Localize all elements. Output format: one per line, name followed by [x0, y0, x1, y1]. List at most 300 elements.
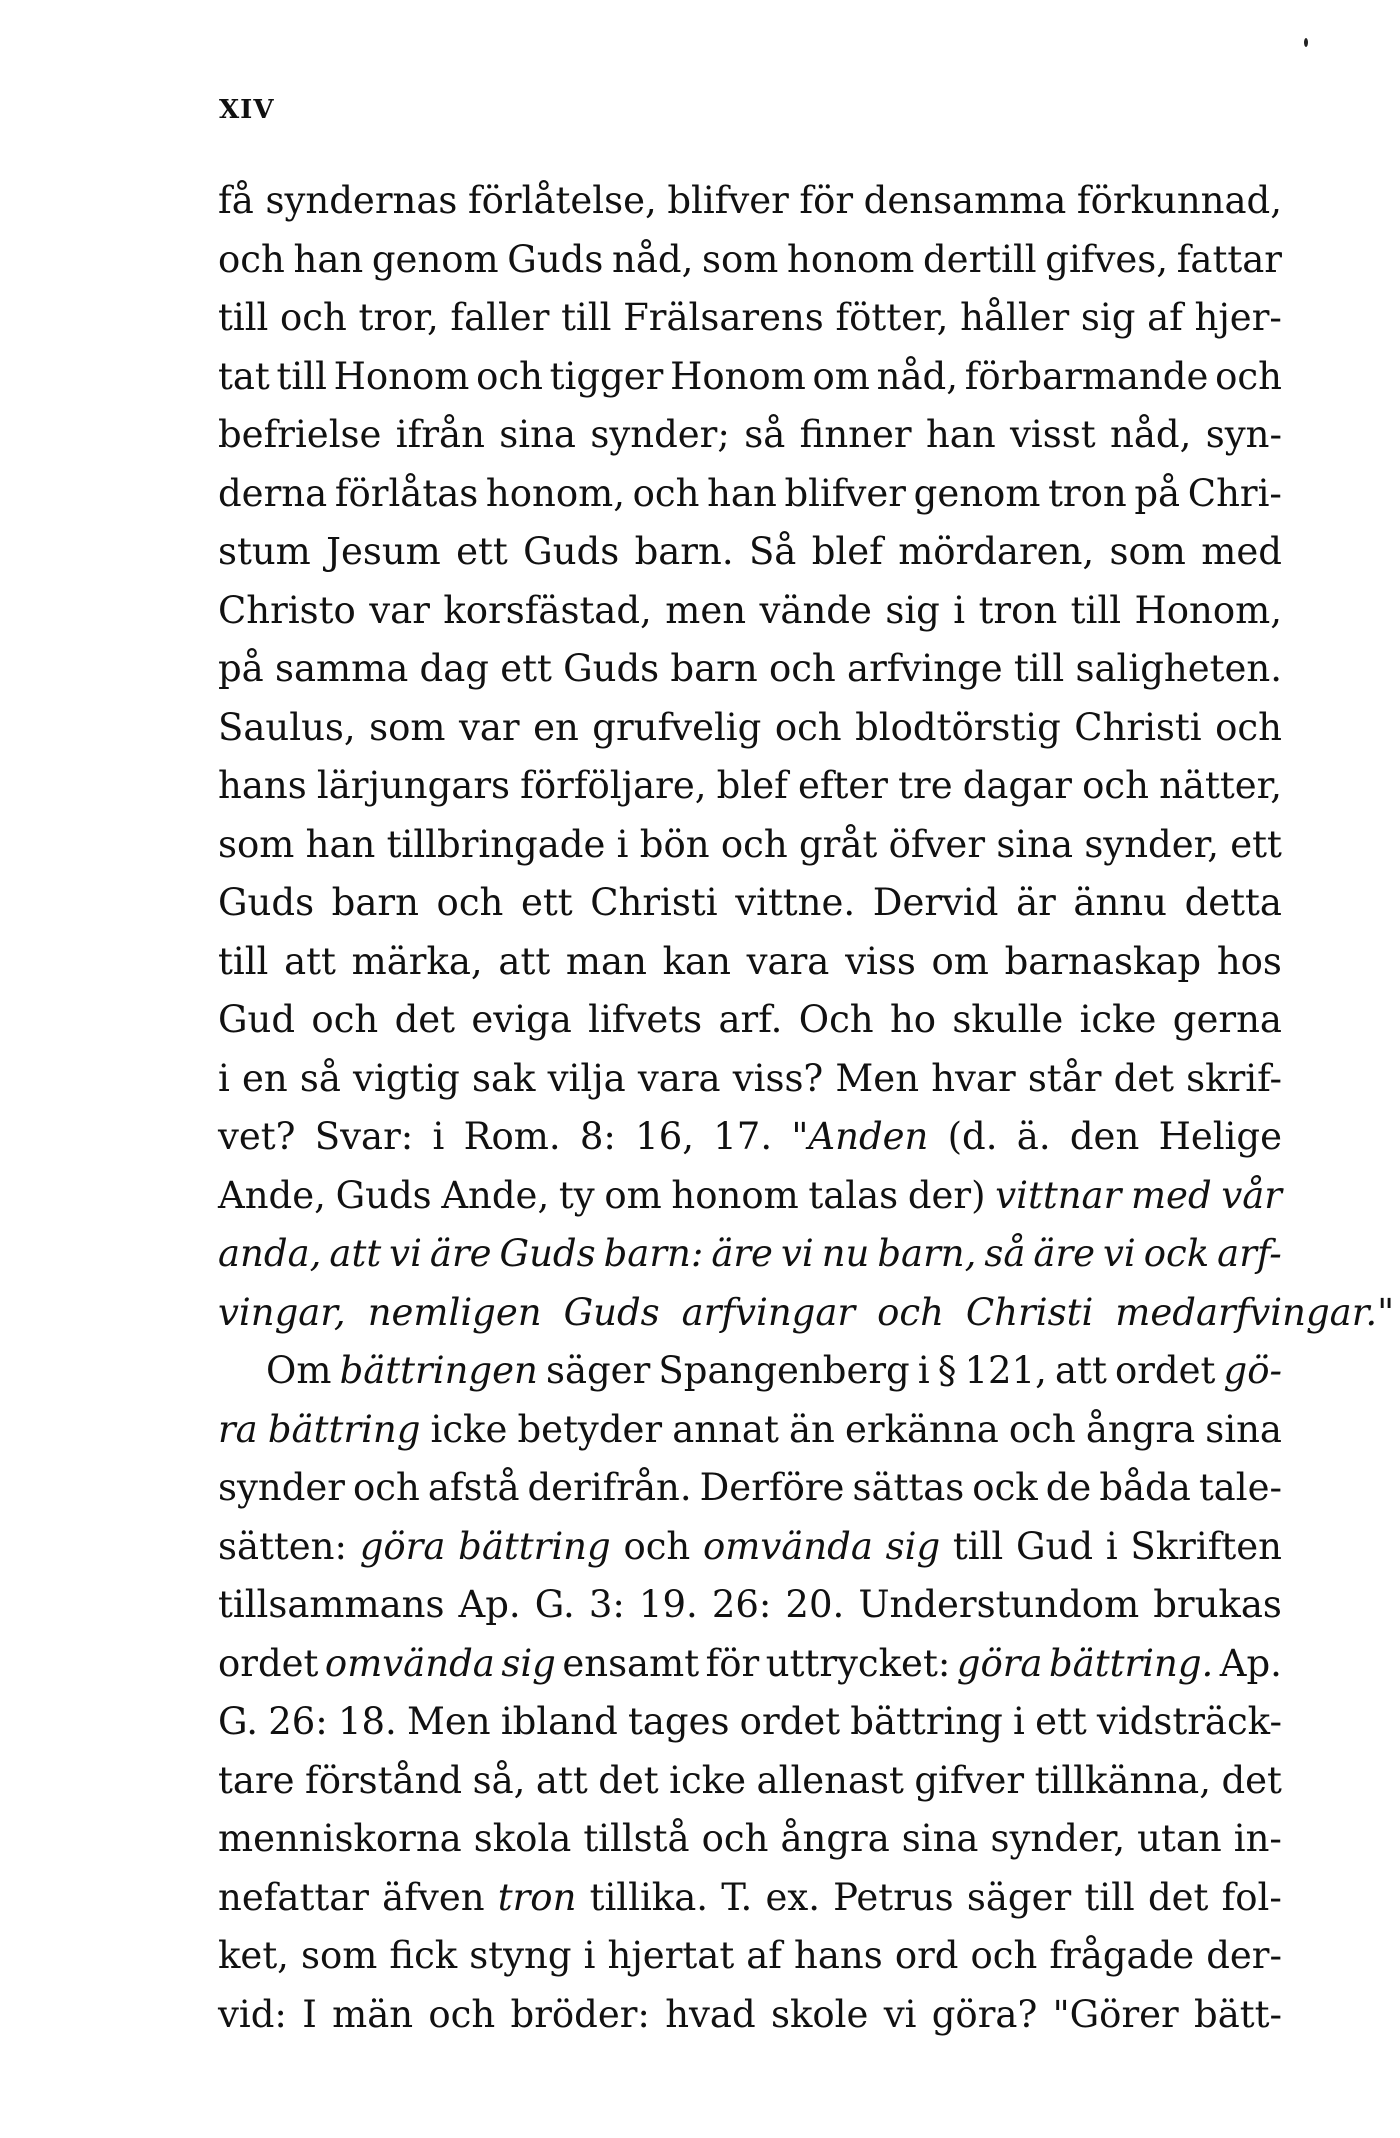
word: som: [218, 822, 295, 866]
word: der-: [1206, 1934, 1282, 1977]
word: märka,: [351, 939, 483, 983]
word: efter: [797, 764, 888, 807]
word: håller: [960, 296, 1070, 339]
word: på: [218, 647, 264, 690]
word: dag: [419, 647, 489, 690]
word: var: [458, 705, 520, 749]
word: Men: [835, 1056, 920, 1100]
word: Understundom: [858, 1583, 1140, 1626]
text-line: [218, 289, 1282, 348]
word: ännu: [1073, 881, 1167, 924]
word: 17.: [713, 1115, 773, 1158]
word: lifvets: [588, 998, 703, 1041]
word: gifves,: [1045, 237, 1169, 281]
word: tre: [898, 764, 953, 807]
word: eviga: [471, 998, 572, 1041]
word: till: [561, 296, 612, 339]
word: tror,: [358, 296, 439, 339]
word: 121,: [964, 1349, 1047, 1392]
text-line: [218, 231, 1282, 290]
word: Guds: [523, 530, 620, 573]
word: öfver: [888, 822, 986, 866]
word: arf-: [1217, 1232, 1282, 1275]
word: som: [369, 705, 446, 749]
word: visst: [1010, 413, 1096, 456]
text-line: [218, 640, 1282, 699]
text-line: [218, 1635, 1282, 1694]
word: i: [953, 588, 966, 632]
word: och: [280, 296, 347, 339]
word: medarfvingar.": [1115, 1290, 1395, 1334]
word: gerna: [1172, 998, 1282, 1041]
word: Ap.: [1219, 1641, 1282, 1685]
word: för: [705, 1641, 760, 1685]
word: honom: [671, 1173, 799, 1217]
word: så: [984, 1232, 1026, 1275]
word: för: [799, 179, 854, 222]
word: var: [369, 588, 430, 632]
word: Christi: [965, 1290, 1094, 1334]
word: uttrycket:: [765, 1641, 951, 1685]
word: i: [616, 822, 629, 866]
word: fötter,: [835, 296, 949, 339]
word: ex.: [765, 1875, 820, 1919]
text-line: [218, 465, 1282, 524]
word: tillika.: [589, 1875, 709, 1919]
word: brukas: [1153, 1583, 1282, 1626]
word: afstå: [427, 1466, 520, 1509]
word: det: [1147, 1875, 1209, 1919]
text-line: [218, 1225, 1282, 1284]
word: bättring: [850, 1700, 1003, 1743]
word: bön: [639, 822, 710, 866]
text-line: [218, 933, 1282, 992]
word: Guds: [499, 1232, 596, 1275]
word: derna: [218, 471, 328, 515]
word: tages: [627, 1700, 730, 1743]
word: sina: [996, 822, 1074, 866]
word: och: [768, 647, 836, 690]
word: tare: [218, 1758, 295, 1802]
word: i: [583, 1934, 596, 1977]
word: förbarmande: [964, 354, 1209, 398]
word: T.: [721, 1875, 753, 1919]
word: Chri-: [1187, 471, 1282, 515]
word: och: [701, 1817, 769, 1860]
word: stum: [218, 530, 311, 573]
word: tron: [978, 588, 1058, 632]
text-line: [218, 816, 1282, 875]
word: är: [1016, 881, 1056, 924]
word: vara: [637, 1056, 721, 1100]
word: sig: [885, 588, 940, 632]
word: vi: [1103, 1232, 1136, 1275]
word: bättring.: [1049, 1641, 1214, 1685]
word: barn: [331, 881, 419, 924]
word: viss?: [732, 1056, 824, 1100]
word: så: [744, 413, 786, 456]
word: att: [1055, 1349, 1107, 1392]
word: Dervid: [872, 881, 999, 924]
word: Gud: [218, 998, 296, 1041]
word: af: [746, 1934, 782, 1977]
word: i: [1013, 1700, 1025, 1743]
word: vittnar: [995, 1173, 1122, 1217]
word: nåd,: [1110, 413, 1192, 456]
word: honom,: [485, 471, 625, 515]
word: arf.: [718, 998, 783, 1041]
word: blifver: [784, 471, 906, 515]
word: ordet: [1114, 1349, 1216, 1392]
word: tron: [1048, 471, 1127, 515]
word: Skriften: [1130, 1524, 1282, 1568]
word: i: [432, 1115, 445, 1158]
text-line: [218, 1927, 1282, 1986]
word: Frälsarens: [623, 296, 824, 339]
word: skole: [770, 1992, 869, 2036]
word: Christo: [218, 588, 356, 632]
word: hjer-: [1194, 296, 1282, 339]
word: lärjungars: [316, 764, 511, 807]
word: äre: [429, 1232, 492, 1275]
word: Helige: [1158, 1115, 1282, 1158]
word: blef: [811, 530, 883, 573]
word: förföljare,: [520, 764, 707, 807]
word: arfvinge: [847, 647, 1003, 690]
word: barn:: [603, 1232, 704, 1275]
word: ty: [558, 1173, 595, 1217]
text-line: [218, 1459, 1282, 1518]
text-line: [218, 1576, 1282, 1635]
word: göra: [359, 1524, 446, 1568]
word: utan: [1137, 1817, 1222, 1860]
word: sak: [472, 1056, 536, 1100]
word: men: [665, 588, 747, 632]
word: och: [623, 1524, 691, 1568]
word: sig: [1080, 296, 1136, 339]
word: synder;: [590, 413, 730, 456]
word: vi: [780, 1232, 814, 1275]
word: betyder: [517, 1407, 663, 1451]
text-line: [218, 1108, 1282, 1167]
word: förkunnad,: [1076, 179, 1282, 222]
word: blodtörstig: [855, 705, 1061, 749]
word: i: [1105, 1524, 1118, 1568]
word: sättas: [852, 1466, 965, 1509]
word: tigger: [549, 354, 664, 398]
word: finner: [799, 413, 912, 456]
word: vi: [389, 1232, 422, 1275]
word: Derföre: [699, 1466, 845, 1509]
word: vilja: [547, 1056, 626, 1100]
word: till: [1013, 647, 1065, 690]
word: 26:: [711, 1583, 772, 1626]
word: Gud: [1016, 1524, 1094, 1568]
text-line: [218, 699, 1282, 758]
word: Svar:: [314, 1115, 414, 1158]
text-line: [218, 1167, 1282, 1226]
word: ensamt: [562, 1641, 700, 1685]
word: vår: [1221, 1173, 1282, 1217]
word: det: [1221, 1758, 1282, 1802]
word: nu: [821, 1232, 870, 1275]
word: det: [598, 1758, 659, 1802]
word: viss: [845, 939, 916, 983]
word: en: [241, 1056, 288, 1100]
word: ett: [500, 647, 552, 690]
word: skulle: [952, 998, 1064, 1041]
word: att: [535, 1758, 588, 1802]
word: Guds: [563, 1290, 660, 1334]
word: honom: [787, 237, 915, 281]
word: ä.: [1016, 1115, 1051, 1158]
word: blifver: [667, 179, 789, 222]
word: till: [218, 939, 269, 983]
word: säger: [545, 1349, 651, 1392]
word: synder,: [1084, 822, 1219, 866]
word: de: [1045, 1466, 1092, 1509]
word: ho: [889, 998, 937, 1041]
word: vittne.: [735, 881, 856, 924]
text-line: [218, 348, 1282, 407]
word: barnaskap: [1004, 939, 1202, 983]
word: hans: [218, 764, 307, 807]
word: ett: [1230, 822, 1282, 866]
word: tillstå: [583, 1817, 690, 1860]
word: bättring: [267, 1407, 421, 1451]
word: nåd,: [612, 237, 694, 281]
word: befrielse: [218, 413, 382, 456]
word: faller: [450, 296, 550, 339]
word: syn-: [1205, 413, 1282, 456]
word: och: [311, 998, 379, 1041]
word: tron: [497, 1875, 577, 1919]
word: tillsammans: [218, 1583, 445, 1626]
word: han: [305, 822, 376, 866]
word: och: [1215, 705, 1282, 749]
word: (d.: [947, 1115, 998, 1158]
word: och: [218, 237, 285, 281]
word: dertill: [922, 237, 1037, 281]
word: omvända: [324, 1641, 495, 1685]
word: och: [428, 1992, 496, 2036]
word: genom: [913, 471, 1041, 515]
text-line: [218, 582, 1282, 641]
text-line: [218, 1986, 1282, 2045]
word: ra: [218, 1407, 258, 1451]
word: ibland: [500, 1700, 618, 1743]
word: båda: [1099, 1466, 1191, 1509]
word: 26:: [268, 1700, 328, 1743]
page-number: XIV: [219, 95, 275, 125]
word: att: [329, 1232, 382, 1275]
word: af: [1147, 296, 1183, 339]
word: om: [812, 354, 870, 398]
word: talas: [808, 1173, 899, 1217]
word: göra: [956, 1641, 1043, 1685]
word: det: [394, 998, 456, 1041]
text-line: [218, 172, 1282, 231]
word: äre: [711, 1232, 773, 1275]
word: sina: [1205, 1407, 1282, 1451]
word: Spangenberg: [658, 1349, 910, 1392]
word: till: [1084, 1875, 1135, 1919]
word: Ande,: [441, 1173, 550, 1217]
word: icke: [430, 1407, 508, 1451]
word: ordet: [739, 1700, 841, 1743]
word: sig: [501, 1641, 556, 1685]
word: Christi: [590, 881, 718, 924]
word: icke: [1079, 998, 1157, 1041]
word: få syndernas: [218, 179, 458, 222]
word: nåd,: [876, 354, 958, 398]
word: så,: [472, 1758, 526, 1802]
word: bättringen: [339, 1349, 538, 1392]
word: Christi: [1074, 705, 1202, 749]
word: barn,: [877, 1232, 977, 1275]
word: detta: [1184, 881, 1282, 924]
word: ock: [1143, 1232, 1210, 1275]
word: Guds: [507, 237, 604, 281]
word: G.: [534, 1583, 575, 1626]
text-line: [218, 1518, 1282, 1577]
word: tat: [218, 354, 270, 398]
word: 16,: [635, 1115, 694, 1158]
word: och: [970, 1934, 1038, 1977]
word: göra?: [931, 1992, 1038, 2036]
word: och: [1215, 354, 1282, 398]
word: och: [877, 1290, 944, 1334]
word: omvända: [703, 1524, 873, 1568]
body-text: [218, 172, 1395, 2044]
word: fattar: [1176, 237, 1282, 281]
word: sina: [499, 413, 576, 456]
word: "Anden: [791, 1115, 929, 1158]
word: Men: [407, 1700, 491, 1743]
word: en: [533, 705, 579, 749]
word: ket,: [218, 1934, 289, 1977]
word: nätter,: [1159, 764, 1282, 807]
word: Guds: [335, 1173, 432, 1217]
word: derifrån.: [527, 1466, 692, 1509]
word: densamma: [863, 179, 1067, 222]
word: saligheten.: [1075, 647, 1282, 690]
word: ångra: [780, 1817, 890, 1860]
word: Ande,: [218, 1173, 326, 1217]
word: tillbringade: [386, 822, 606, 866]
word: Petrus: [833, 1875, 954, 1919]
word: och: [632, 471, 700, 515]
word: ord: [894, 1934, 959, 1977]
word: in-: [1233, 1817, 1282, 1860]
word: annat: [672, 1407, 779, 1451]
word: erkänna: [844, 1407, 999, 1451]
word: Guds: [218, 881, 315, 924]
word: Och: [798, 998, 874, 1041]
word: I: [302, 1992, 317, 2036]
word: vara: [746, 939, 830, 983]
word: vände: [759, 588, 872, 632]
word: att: [498, 939, 551, 983]
text-line: [218, 757, 1282, 816]
word: gö-: [1223, 1349, 1282, 1392]
word: nemligen: [367, 1290, 542, 1334]
word: styng: [469, 1934, 572, 1977]
word: Om: [266, 1349, 332, 1392]
word: förlåtas: [334, 471, 479, 515]
word: han: [707, 471, 777, 515]
word: förstånd: [305, 1758, 463, 1802]
word: äre: [1033, 1232, 1096, 1275]
word: i: [218, 1056, 230, 1100]
word: §: [937, 1349, 957, 1392]
text-line: [218, 1693, 1282, 1752]
word: mördaren,: [898, 530, 1095, 573]
word: står: [1027, 1056, 1102, 1100]
word: äfven: [382, 1875, 485, 1919]
word: menniskorna: [218, 1817, 462, 1860]
word: om: [931, 939, 989, 983]
word: och: [436, 881, 504, 924]
word: grufvelig: [592, 705, 762, 749]
word: 3:: [588, 1583, 625, 1626]
word: blef: [716, 764, 788, 807]
word: förlåtelse,: [467, 179, 657, 222]
word: och: [1082, 764, 1149, 807]
text-line: [218, 523, 1282, 582]
word: arfvingar: [681, 1290, 856, 1334]
word: han: [925, 413, 996, 456]
word: Rom.: [463, 1115, 561, 1158]
word: tale-: [1198, 1466, 1282, 1509]
word: och: [476, 354, 543, 398]
word: ordet: [218, 1641, 319, 1685]
word: nefattar: [218, 1875, 369, 1919]
word: och: [353, 1466, 420, 1509]
word: fol-: [1221, 1875, 1282, 1919]
word: Honom,: [1134, 588, 1282, 632]
word: om: [604, 1173, 662, 1217]
text-line: [218, 1752, 1282, 1811]
word: Saulus,: [218, 705, 356, 749]
word: icke: [669, 1758, 747, 1802]
word: der): [907, 1173, 986, 1217]
word: till: [952, 1524, 1004, 1568]
word: som: [301, 1934, 378, 1977]
ink-speck: [1304, 38, 1308, 47]
word: till: [218, 296, 269, 339]
word: man: [565, 939, 647, 983]
word: 8:: [579, 1115, 616, 1158]
word: korsfästad,: [443, 588, 652, 632]
word: barn: [670, 647, 758, 690]
word: tillkänna,: [1034, 1758, 1211, 1802]
word: vigtig: [353, 1056, 460, 1100]
word: ock: [972, 1466, 1038, 1509]
word: vet?: [218, 1115, 296, 1158]
text-line: [218, 874, 1282, 933]
word: som: [1109, 530, 1186, 573]
word: bättring: [458, 1524, 611, 1568]
text-line: [218, 1050, 1282, 1109]
text-line: [218, 1401, 1282, 1460]
word: G.: [218, 1700, 258, 1743]
word: med: [1130, 1173, 1212, 1217]
word: Så: [748, 530, 797, 573]
word: och: [774, 705, 842, 749]
word: frågade: [1049, 1934, 1195, 1977]
word: säger: [966, 1875, 1072, 1919]
